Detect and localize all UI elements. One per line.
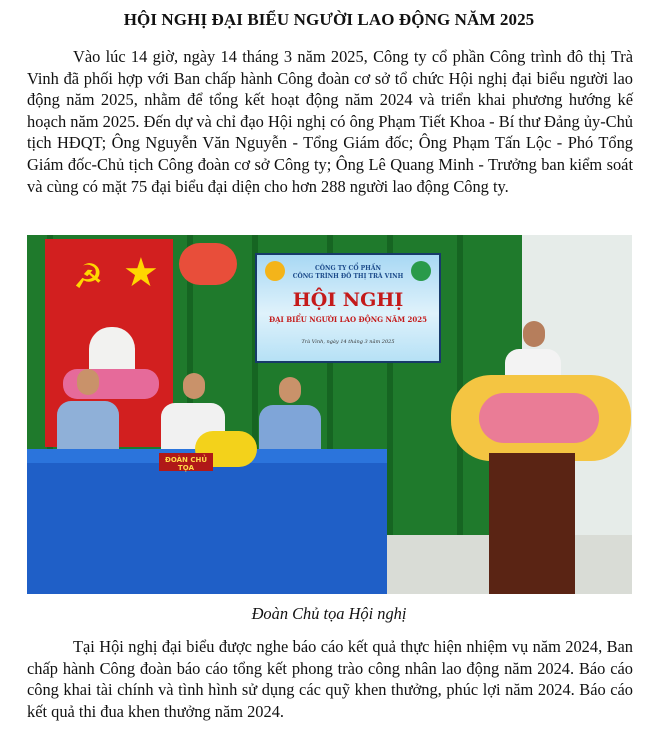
projection-screen — [255, 253, 441, 363]
photo-caption: Đoàn Chủ tọa Hội nghị — [251, 604, 407, 623]
intro-paragraph — [27, 46, 633, 197]
person-left-head — [77, 369, 99, 395]
leaders-portrait — [179, 243, 237, 285]
podium — [489, 453, 575, 594]
conference-photo — [27, 235, 632, 594]
screen-heading: HỘI NGHỊ — [292, 289, 404, 311]
screen-company-line: CÔNG TY CỔ PHẦN — [315, 265, 381, 272]
intro-paragraph-text: Vào lúc 14 giờ, ngày 14 tháng 3 năm 2025, Công ty cổ phần Công trình đô thị Trà Vinh đã phối hợp với Ban chấp hành Công đoàn cơ sở tổ chức Hội nghị đại biểu người lao động năm 2025, nhằm để tổng kết hoạt động năm 2024 và triển khai phương hướng kế hoạch năm 2025. Đến dự và chỉ đạo Hội nghị có ông Phạm Tiết Khoa - Bí thư Đảng ủy-Chủ tịch HĐQT; Ông Nguyễn Văn Nguyễn - Tổng Giám đốc; Ông Phạm Tấn Lộc - Phó Tổng Giám đốc-Chủ tịch Công đoàn cơ sở Công ty; Ông Lê Quang Minh - Trưởng ban kiểm soát và cùng có mặt 75 đại biểu đại diện cho hơn 288 người lao động Công ty. — [27, 47, 633, 196]
screen-subheading: ĐẠI BIỂU NGƯỜI LAO ĐỘNG NĂM 2025 — [268, 315, 428, 324]
podium-flowers-pink — [479, 393, 599, 443]
person-center-head — [183, 373, 205, 399]
hammer-sickle-icon: ☭ — [73, 259, 104, 296]
summary-paragraph — [27, 636, 633, 722]
curtain-fold — [457, 235, 463, 535]
article-title: HỘI NGHỊ ĐẠI BIỂU NGƯỜI LAO ĐỘNG NĂM 2025 — [123, 10, 535, 29]
summary-paragraph-text: Tại Hội nghị đại biểu được nghe báo cáo kết quả thực hiện nhiệm vụ năm 2024, Ban chấp hành Công đoàn báo cáo tổng kết phong trào công nhân lao động năm 2024. Báo cáo công khai tài chính và tình hình sử dụng các quỹ khen thưởng, phúc lợi năm 2024. Báo cáo kết quả thi đua khen thưởng năm 2024. — [27, 637, 633, 721]
person-left — [57, 401, 119, 455]
screen-company-name: CÔNG TRÌNH ĐÔ THỊ TRÀ VINH — [292, 273, 404, 280]
person-right-head — [279, 377, 301, 403]
person-right — [259, 405, 321, 455]
star-icon: ★ — [123, 250, 159, 295]
speaker-head — [523, 321, 545, 347]
name-plate — [159, 453, 213, 471]
screen-date: Trà Vinh, ngày 14 tháng 3 năm 2025 — [301, 339, 395, 345]
name-plate-text: ĐOÀN CHỦ TỌA — [164, 456, 208, 472]
